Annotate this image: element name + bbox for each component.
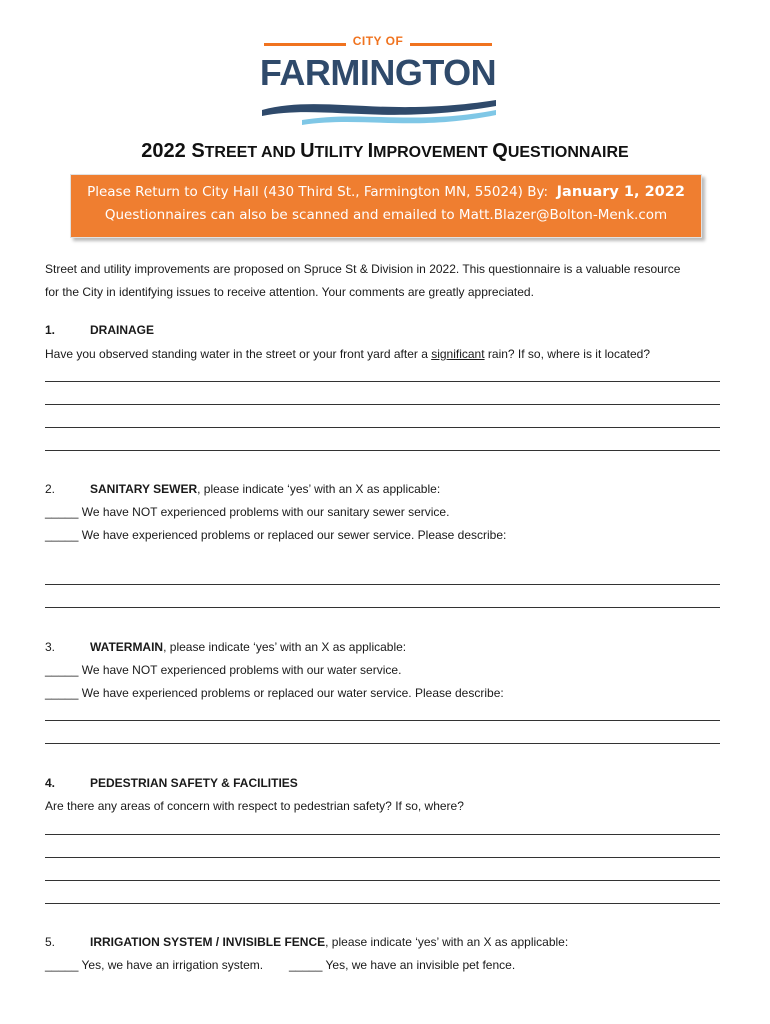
city-logo (258, 34, 498, 130)
q4-answer-line-1[interactable] (45, 834, 720, 835)
q5-option-irrigation[interactable]: _____ Yes, we have an irrigation system. (45, 958, 264, 972)
q5-option-pet-fence[interactable]: _____ Yes, we have an invisible pet fence. (289, 958, 516, 972)
logo-waves-icon (262, 96, 496, 130)
q4-question: Are there any areas of concern with respect to pedestrian safety? If so, where? (45, 799, 464, 813)
q1-answer-line-4[interactable] (45, 450, 720, 451)
q3-answer-line-2[interactable] (45, 743, 720, 744)
q3-option-problems[interactable]: _____ We have experienced problems or replaced our water service. Please describe: (45, 686, 504, 700)
intro-line-2: for the City in identifying issues to receive attention. Your comments are greatly appreciated. (45, 285, 534, 299)
return-address: Please Return to City Hall (430 Third St., Farmington MN, 55024) By: January 1, 2022 (87, 184, 685, 200)
q1-answer-line-3[interactable] (45, 427, 720, 428)
q2-answer-line-1[interactable] (45, 584, 720, 585)
q4-answer-line-4[interactable] (45, 903, 720, 904)
q1-heading: DRAINAGE (90, 323, 155, 337)
q1-question: Have you observed standing water in the street or your front yard after a significant rain? If so, where is it located? (45, 347, 650, 361)
q4-heading: PEDESTRIAN SAFETY & FACILITIES (90, 776, 298, 790)
q2-option-no-problems[interactable]: _____ We have NOT experienced problems with our sanitary sewer service. (45, 505, 450, 519)
due-date: January 1, 2022 (556, 184, 685, 200)
q2-answer-line-2[interactable] (45, 607, 720, 608)
logo-city-of: CITY OF (352, 34, 404, 48)
q1-answer-line-2[interactable] (45, 404, 720, 405)
intro-line-1: Street and utility improvements are proposed on Spruce St & Division in 2022. This questionnaire is a valuable resource (45, 262, 681, 276)
email-instructions: Questionnaires can also be scanned and emailed to Matt.Blazer@Bolton-Menk.com (104, 207, 668, 223)
q3-option-no-problems[interactable]: _____ We have NOT experienced problems with our water service. (45, 663, 402, 677)
q2-number: 2. (45, 482, 56, 496)
return-instructions-banner (70, 174, 702, 238)
q2-option-problems[interactable]: _____ We have experienced problems or replaced our sewer service. Please describe: (45, 528, 507, 542)
logo-rule-right (410, 43, 492, 46)
q1-number: 1. (45, 323, 56, 337)
page-title: 2022 STREET AND UTILITY IMPROVEMENT QUESTIONNAIRE (141, 140, 629, 162)
q4-answer-line-3[interactable] (45, 880, 720, 881)
q3-number: 3. (45, 640, 56, 654)
q1-answer-line-1[interactable] (45, 381, 720, 382)
q4-number: 4. (45, 776, 56, 790)
q5-heading: IRRIGATION SYSTEM / INVISIBLE FENCE, please indicate ‘yes’ with an X as applicable: (90, 935, 569, 949)
q5-number: 5. (45, 935, 56, 949)
q4-answer-line-2[interactable] (45, 857, 720, 858)
q3-answer-line-1[interactable] (45, 720, 720, 721)
q3-heading: WATERMAIN, please indicate ‘yes’ with an X as applicable: (90, 640, 407, 654)
logo-farmington: FARMINGTON (259, 52, 497, 93)
q2-heading: SANITARY SEWER, please indicate ‘yes’ with an X as applicable: (90, 482, 441, 496)
